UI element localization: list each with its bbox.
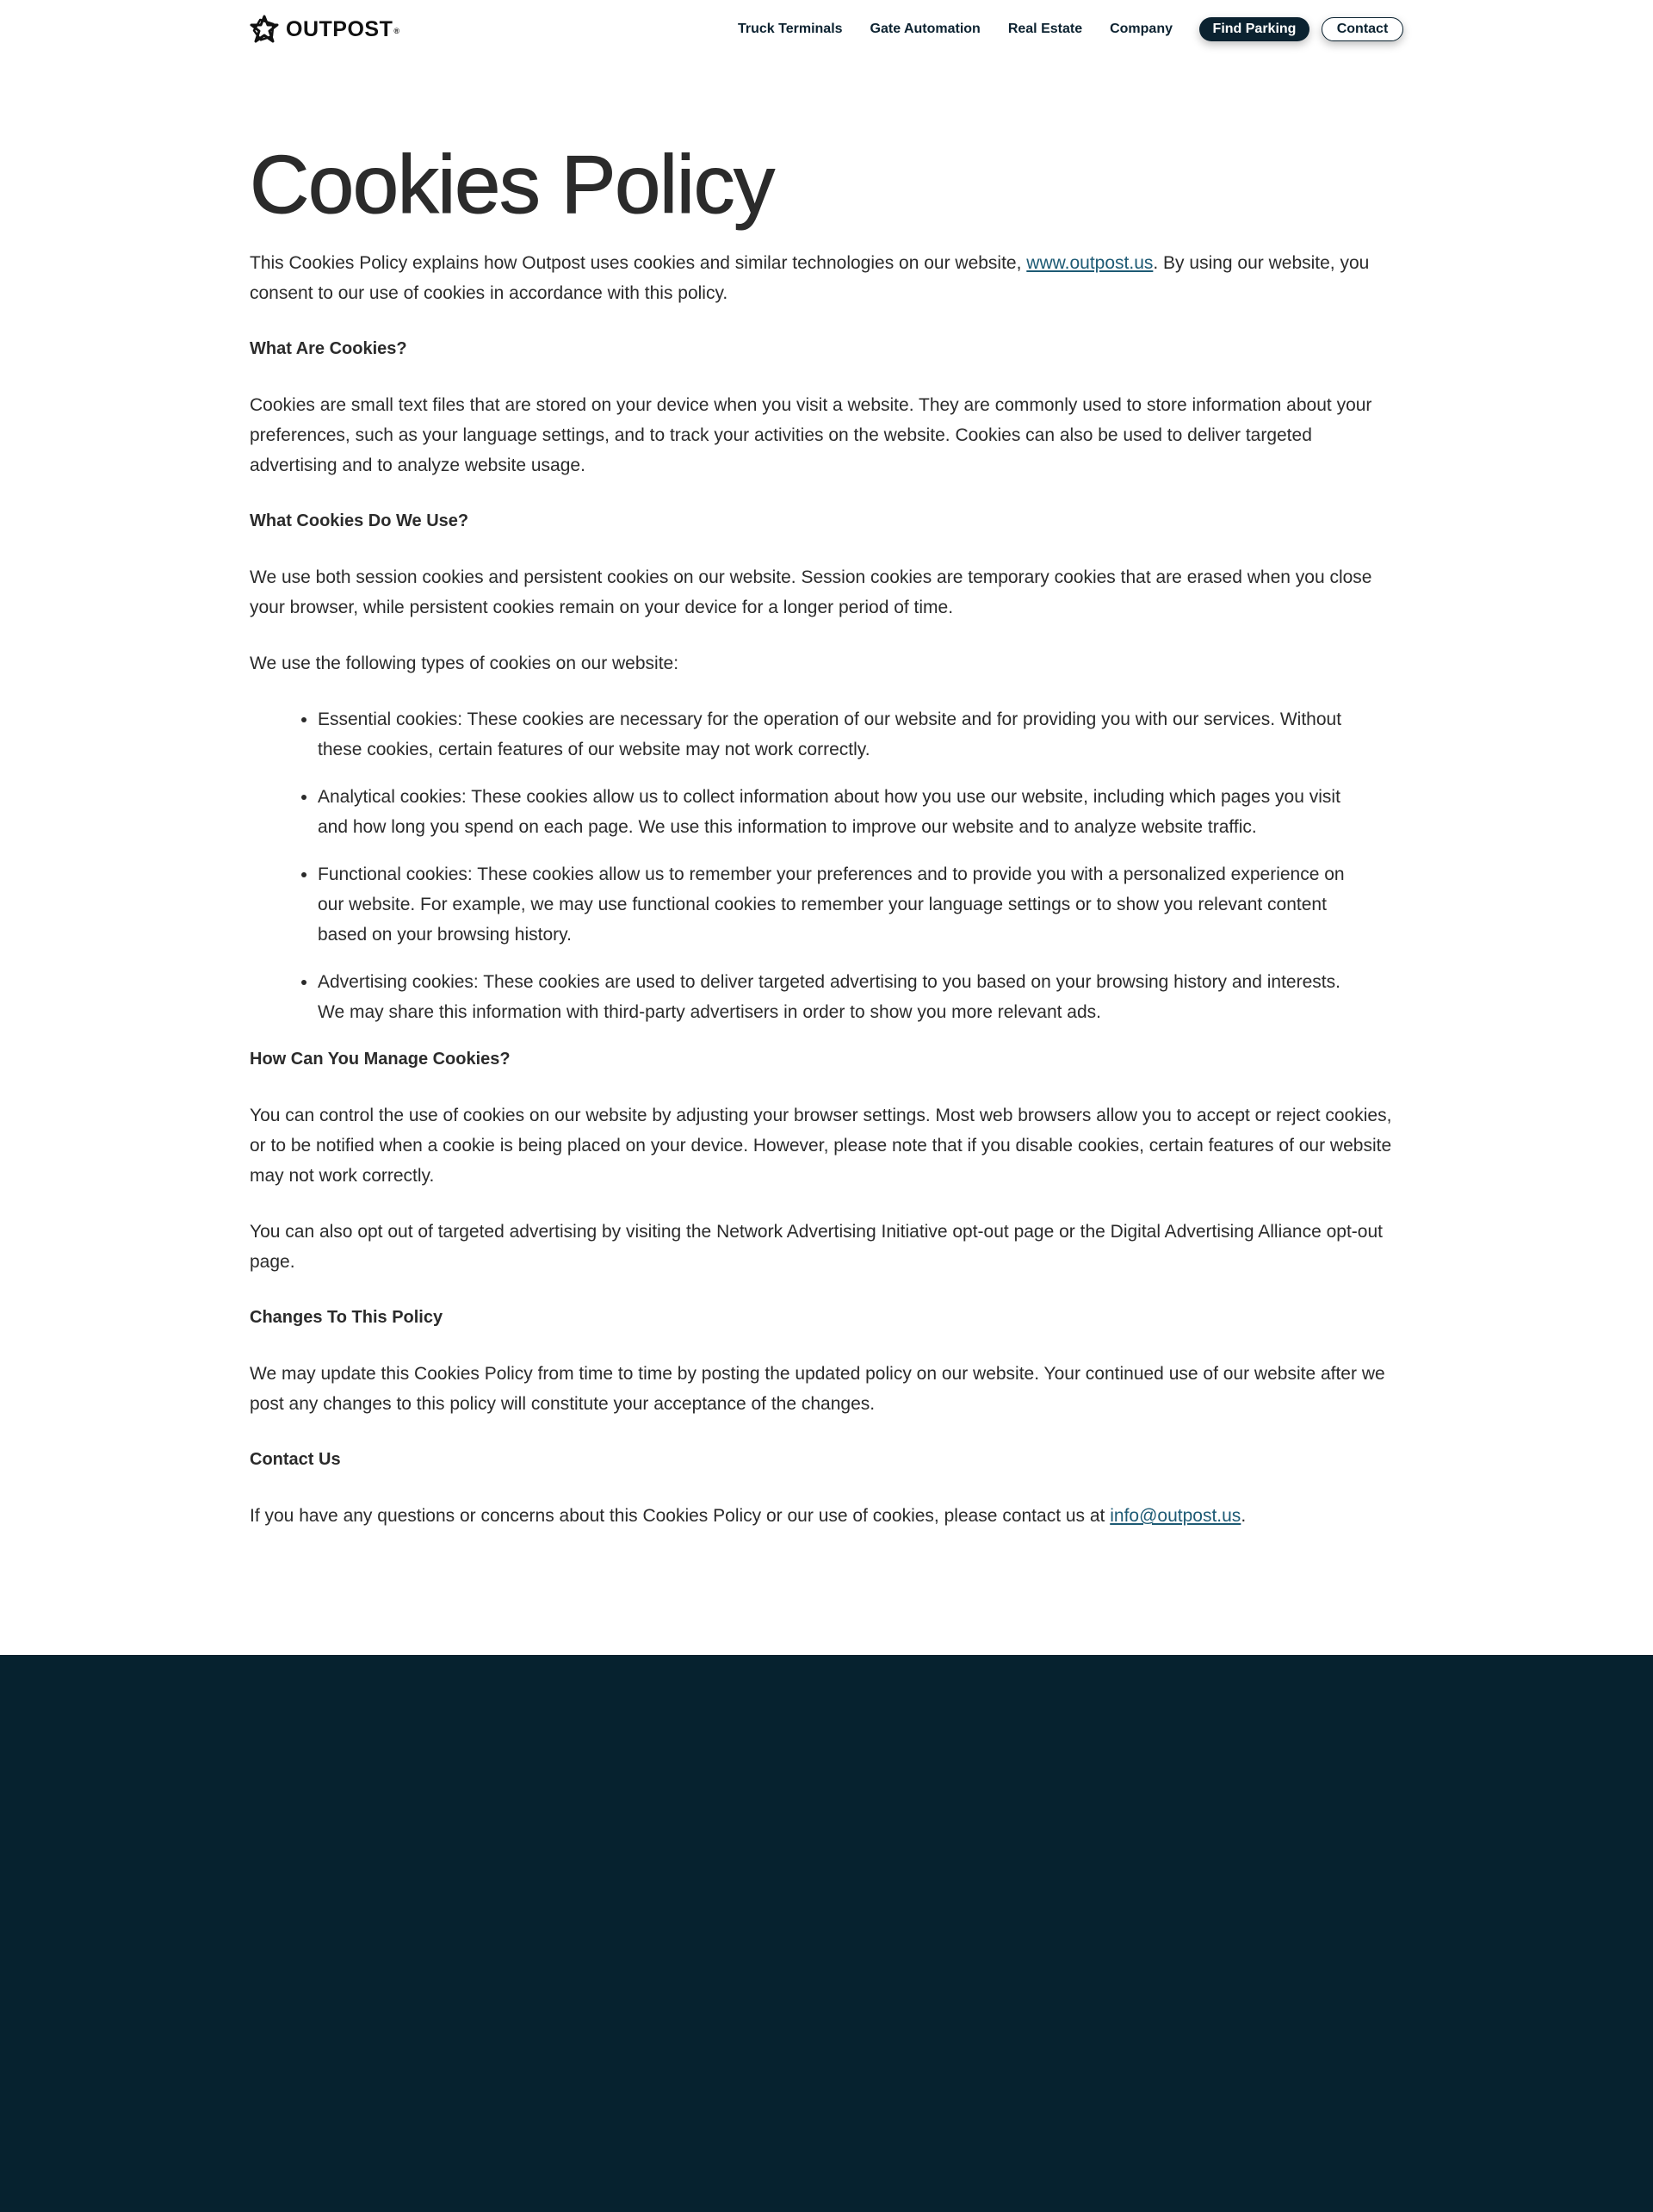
list-item-functional-cookies: • Functional cookies: These cookies allow us to remember your preferences and to provide you with a personalized experience on our website. For example, we may use functional cookies to remember your language settings or to show you relevant content based on your browsing history.	[318, 859, 1345, 950]
nav-link-gate-automation[interactable]: Gate Automation	[870, 22, 981, 36]
contact-button[interactable]: Contact	[1322, 17, 1403, 41]
section-body-cookie-types-intro: We use the following types of cookies on our website:	[250, 654, 679, 673]
intro-paragraph	[250, 248, 1403, 308]
nav-link-real-estate[interactable]: Real Estate	[1007, 22, 1083, 36]
section-heading-manage-cookies: How Can You Manage Cookies?	[250, 1050, 511, 1069]
site-footer	[0, 1655, 1653, 2212]
contact-text-end: .	[1241, 1506, 1247, 1526]
section-body-what-are-cookies: Cookies are small text files that are stored on your device when you visit a website. They are commonly used to store information about your preferences, such as your language settings, and to track your activities on the website. Cookies can also be used to deliver targeted advertising and to analyze website usage.	[250, 395, 1372, 475]
section-body-contact-us	[250, 1501, 1403, 1531]
nav-link-company[interactable]: Company	[1110, 22, 1173, 36]
brand-logo[interactable]	[250, 15, 399, 44]
section-body-manage-browser: You can control the use of cookies on our website by adjusting your browser settings. Most web browsers allow you to accept or reject cookies, or to be notified when a cookie is being placed on your device. However, please note that if you disable cookies, certain features of our website may not work correctly.	[250, 1106, 1392, 1186]
section-body-opt-out: You can also opt out of targeted advertising by visiting the Network Advertising Initiative opt-out page or the Digital Advertising Alliance opt-out page.	[250, 1222, 1383, 1272]
brand-name: OUTPOST	[286, 16, 393, 41]
intro-text-end: . By using our website, you consent to our use of cookies in accordance with this policy.	[250, 253, 1370, 303]
find-parking-button[interactable]: Find Parking	[1199, 17, 1309, 41]
section-heading-what-cookies-used: What Cookies Do We Use?	[250, 511, 469, 530]
site-header	[0, 0, 1653, 59]
list-item-essential-cookies: • Essential cookies: These cookies are necessary for the operation of our website and for providing you with our services. Without these cookies, certain features of our website may not work correctly.	[318, 704, 1345, 765]
intro-text: This Cookies Policy explains how Outpost uses cookies and similar technologies on our website,	[250, 253, 1027, 273]
policy-content	[250, 138, 1403, 1557]
list-item-advertising-cookies: • Advertising cookies: These cookies are used to deliver targeted advertising to you based on your browsing history and interests. We may share this information with third-party advertisers in order to show you more relevant ads.	[318, 967, 1345, 1027]
section-body-policy-changes: We may update this Cookies Policy from time to time by posting the updated policy on our website. Your continued use of our website after we post any changes to this policy will constitute your acceptance of the changes.	[250, 1364, 1385, 1414]
list-item-analytical-cookies: • Analytical cookies: These cookies allow us to collect information about how you use our website, including which pages you visit and how long you spend on each page. We use this information to improve our website and to analyze website traffic.	[318, 782, 1345, 842]
section-heading-what-are-cookies: What Are Cookies?	[250, 339, 407, 358]
main-nav	[738, 17, 1403, 41]
page-title: Cookies Policy	[250, 139, 774, 231]
contact-text: If you have any questions or concerns about this Cookies Policy or our use of cookies, please contact us at	[250, 1506, 1111, 1526]
section-body-cookie-lifetimes: We use both session cookies and persistent cookies on our website. Session cookies are temporary cookies that are erased when you close your browser, while persistent cookies remain on your device for a longer period of time.	[250, 567, 1372, 617]
nav-link-truck-terminals[interactable]: Truck Terminals	[738, 22, 843, 36]
section-heading-policy-changes: Changes To This Policy	[250, 1308, 443, 1327]
outpost-star-icon	[250, 15, 279, 44]
website-link[interactable]: www.outpost.us	[1026, 253, 1154, 273]
registered-mark: ®	[393, 27, 399, 35]
section-heading-contact-us: Contact Us	[250, 1450, 341, 1469]
cookie-types-list	[250, 704, 1345, 1027]
contact-email-link[interactable]: info@outpost.us	[1110, 1506, 1241, 1526]
